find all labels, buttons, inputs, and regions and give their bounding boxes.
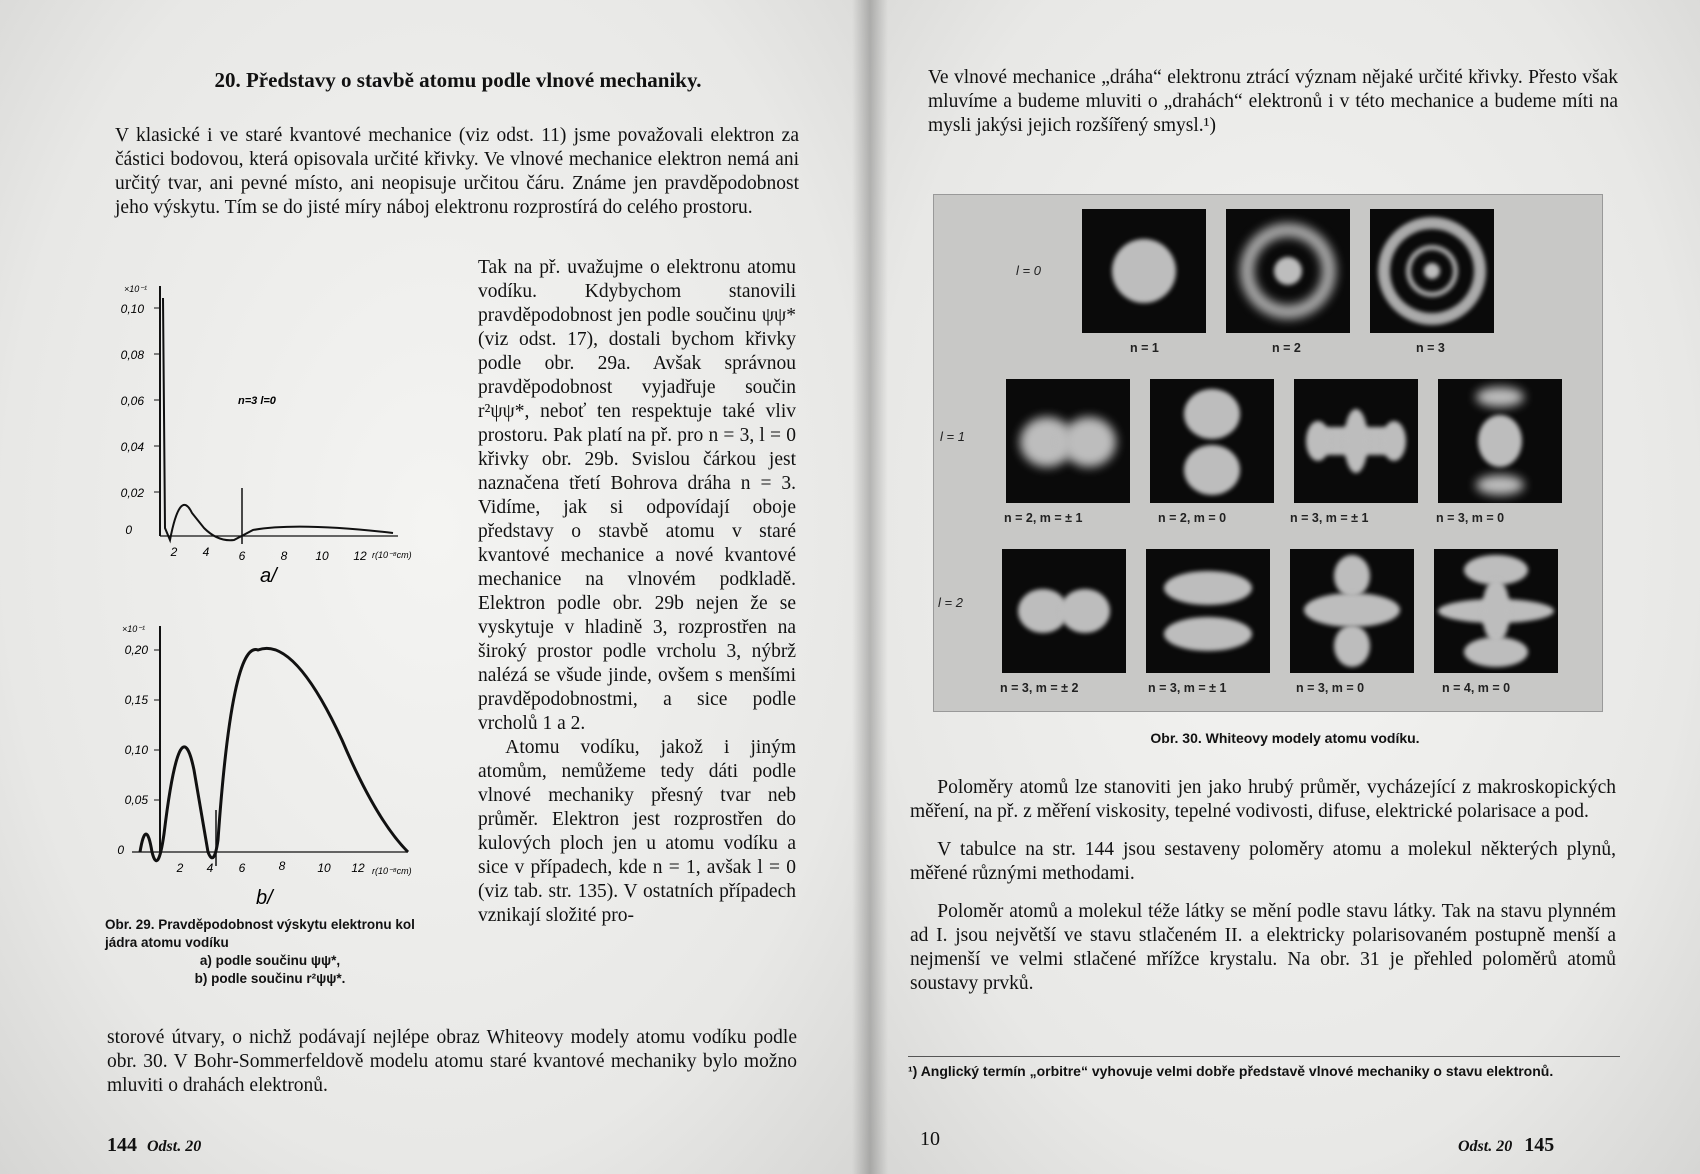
graph-a-xunit: r(10⁻⁸cm) bbox=[372, 550, 412, 560]
graph-a bbox=[118, 278, 438, 588]
graph-a-ytick: 0,08 bbox=[120, 348, 144, 362]
graph-b-xunit: r(10⁻⁸cm) bbox=[372, 866, 412, 876]
graph-a-xtick: 10 bbox=[315, 549, 329, 563]
graph-b bbox=[118, 620, 458, 910]
graph-a-scale: ×10⁻¹ bbox=[124, 284, 148, 294]
graph-b-xtick: 4 bbox=[206, 861, 214, 875]
page-number: 144 bbox=[107, 1134, 137, 1156]
footnote-rule bbox=[908, 1056, 1620, 1057]
tail-paragraph: storové útvary, o nichž podávají nejlépe obraz Whiteovy modely atomu vodíku podle obr. 30. V Bohr-Sommerfeldově modelu atomu staré kvantové mechaniky bylo možno mluviti o drahách elektronů. bbox=[107, 1027, 797, 1096]
figure-29-caption-a: a) podle součinu ψψ*, bbox=[199, 953, 341, 968]
graph-b-label: b/ bbox=[256, 887, 273, 909]
intro-paragraph: V klasické i ve staré kvantové mechanice (viz odst. 11) jsme považovali elektron za částici bodovou, která opisovala určité křivky. Ve vlnové mechanice elektron nemá ani určitý tvar, ani pevné místo, ani neopisuje určitou čáru. Známe jen pravděpodobnost jeho výskytu. Tím se do jisté míry náboj elektronu rozprostírá do celého prostoru. bbox=[115, 125, 799, 218]
graph-b-ytick: 0 bbox=[117, 843, 124, 857]
right-folio bbox=[1458, 1134, 1554, 1157]
row-label: l = 1 bbox=[940, 429, 965, 444]
orbital-label: n = 2 bbox=[1272, 341, 1301, 355]
orbital-label: n = 1 bbox=[1130, 341, 1159, 355]
graph-a-ytick: 0,02 bbox=[120, 486, 144, 500]
orbital-n4-m0 bbox=[1434, 549, 1558, 673]
orbital-label: n = 3 bbox=[1416, 341, 1445, 355]
column-paragraph-2: Atomu vodíku, jakož i jiným atomům, nemůžeme tedy dáti podle vlnové mechaniky přesný tvar neb průměr. Elektron jest rozprostřen do kulových ploch jen u atomu vodíku a sice v případech, kde n = 1, avšak l = 0 (viz tab. str. 135). V ostatních případech vznikají složité pro- bbox=[478, 737, 796, 926]
graph-b-ytick: 0,15 bbox=[124, 693, 148, 707]
orbital-label: n = 3, m = 0 bbox=[1296, 681, 1365, 695]
graph-b-xtick: 2 bbox=[176, 861, 184, 875]
figure-29-caption bbox=[105, 916, 435, 988]
figure-30-caption: Obr. 30. Whiteovy modely atomu vodíku. bbox=[1150, 730, 1420, 746]
graph-a-xtick: 4 bbox=[202, 545, 210, 559]
radii-text bbox=[910, 776, 1616, 1010]
graph-a-ytick: 0,04 bbox=[120, 440, 144, 454]
graph-a-annotation: n=3 l=0 bbox=[238, 395, 276, 407]
graph-b-xtick: 6 bbox=[238, 861, 246, 875]
graph-a-label: a/ bbox=[260, 565, 277, 587]
graph-a-xtick: 12 bbox=[353, 549, 367, 563]
graph-b-ytick: 0,05 bbox=[124, 793, 148, 807]
figure-30 bbox=[933, 194, 1603, 712]
graph-b-xtick: 10 bbox=[317, 861, 331, 875]
orbital-n3-m0-b bbox=[1290, 549, 1414, 673]
graph-a-xtick: 2 bbox=[170, 545, 178, 559]
left-folio bbox=[107, 1134, 201, 1157]
column-text bbox=[478, 256, 796, 928]
row-label: l = 2 bbox=[938, 595, 963, 610]
orbital-n3-m2 bbox=[1002, 549, 1126, 673]
figure-29-caption-b: b) podle součinu r²ψψ*. bbox=[194, 971, 346, 986]
section-ref: Odst. 20 bbox=[1458, 1138, 1513, 1155]
orbital-label: n = 3, m = ± 1 bbox=[1148, 681, 1227, 695]
orbital-label: n = 2, m = ± 1 bbox=[1004, 511, 1083, 525]
graph-a-ytick: 0 bbox=[125, 523, 132, 537]
graph-a-xtick: 8 bbox=[280, 549, 288, 563]
orbital-n3-m1 bbox=[1294, 379, 1418, 503]
orbital-label: n = 2, m = 0 bbox=[1158, 511, 1227, 525]
graph-b-xtick: 12 bbox=[351, 861, 365, 875]
graph-a-ytick: 0,10 bbox=[120, 302, 144, 316]
graph-b-scale: ×10⁻¹ bbox=[122, 624, 146, 634]
orbital-label: n = 3, m = ± 2 bbox=[1000, 681, 1079, 695]
orbital-n3-m0 bbox=[1438, 379, 1562, 503]
graph-b-xtick: 8 bbox=[278, 859, 286, 873]
graph-b-ytick: 0,10 bbox=[124, 743, 148, 757]
radii-paragraph-3: Poloměr atomů a molekul téže látky se mění podle stavu látky. Tak na stavu plynném ad I. jsou největší ve stavu stlačeném II. a elektricky polarisovaném postupně menší a nejmenší ve velmi stlačené mřížce krystalu. Na obr. 31 je přehled poloměrů atomů soustavy prvků. bbox=[910, 901, 1616, 994]
section-ref: Odst. 20 bbox=[147, 1138, 202, 1155]
radii-paragraph-1: Poloměry atomů lze stanoviti jen jako hrubý průměr, vycházející z makroskopických měření, na př. z měření viskosity, tepelné vodivosti, difuse, elektrické polarisace a pod. bbox=[910, 777, 1616, 822]
section-heading: 20. Představy o stavbě atomu podle vlnové mechaniky. bbox=[214, 68, 702, 92]
orbital-n1 bbox=[1082, 209, 1206, 333]
book-gutter bbox=[852, 0, 888, 1174]
orbital-n3-m1-b bbox=[1146, 549, 1270, 673]
row-label: l = 0 bbox=[1016, 263, 1041, 278]
orbital-label: n = 3, m = 0 bbox=[1436, 511, 1505, 525]
orbital-n2-m1 bbox=[1006, 379, 1130, 503]
radii-paragraph-2: V tabulce na str. 144 jsou sestaveny poloměry atomu a molekul některých plynů, měřené různými methodami. bbox=[910, 839, 1616, 884]
page-number: 145 bbox=[1524, 1134, 1555, 1156]
footnote: ¹) Anglický termín „orbitre“ vyhovuje velmi dobře představě vlnové mechaniky o stavu elektronů. bbox=[908, 1063, 1554, 1079]
right-page bbox=[870, 0, 1700, 1174]
orbital-n2 bbox=[1226, 209, 1350, 333]
column-paragraph-1: Tak na př. uvažujme o elektronu atomu vodíku. Kdybychom stanovili pravděpodobnost jen podle součinu ψψ* (viz odst. 17), dostali bychom křivky podle obr. 29a. Avšak správnou pravděpodobnost vyjadřuje součin r²ψψ*, neboť ten respektuje také vliv prostoru. Pak platí na př. pro n = 3, l = 0 křivky obr. 29b. Svislou čárkou jest naznačena třetí Bohrova dráha n = 3. Vidíme, jak si odpovídají oboje představy o stavbě atomu v staré kvantové mechanice a nové kvantové mechanice na vlnovém podkladě. Elektron podle obr. 29b nejen že se vyskytuje v hladině 3, rozprostřen na široký prostor podle vrcholu 3, nýbrž nalézá se všude jinde, ovšem s menšími pravděpodobnostmi, a sice podle vrcholů 1 a 2. bbox=[478, 257, 796, 734]
figure-29-caption-title: Obr. 29. Pravděpodobnost výskytu elektronu kol jádra atomu vodíku bbox=[105, 917, 415, 950]
orbital-n2-m0 bbox=[1150, 379, 1274, 503]
orbital-n3 bbox=[1370, 209, 1494, 333]
orbit-paragraph bbox=[928, 66, 1618, 138]
orbital-label: n = 4, m = 0 bbox=[1442, 681, 1511, 695]
graph-b-ytick: 0,20 bbox=[124, 643, 148, 657]
graph-a-xtick: 6 bbox=[238, 549, 246, 563]
right-folio-left: 10 bbox=[920, 1128, 940, 1150]
graph-a-ytick: 0,06 bbox=[120, 394, 144, 408]
orbital-label: n = 3, m = ± 1 bbox=[1290, 511, 1369, 525]
orbit-paragraph-text: Ve vlnové mechanice „dráha“ elektronu ztrácí význam nějaké určité křivky. Přesto však mluvíme a budeme mluviti o „drahách“ elektronů i v této mechanice a budeme míti na mysli jakýsi jejich rozšířený smysl.¹) bbox=[928, 67, 1618, 136]
